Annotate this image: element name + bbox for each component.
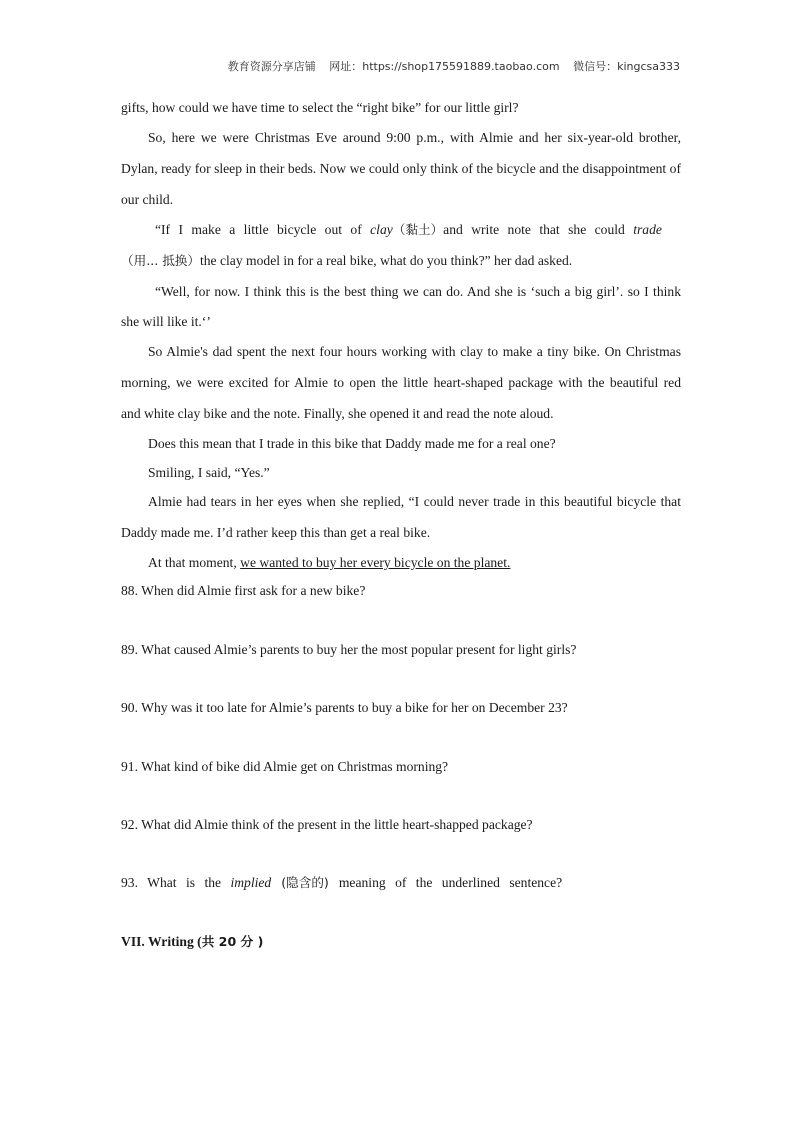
section-points: 共 20 分 ) xyxy=(201,934,264,949)
question-90: 90. Why was it too late for Almie’s parents to buy a bike for her on December 23? xyxy=(121,700,568,715)
page-header xyxy=(0,58,680,74)
question-92: 92. What did Almie think of the present in the little heart-shapped package? xyxy=(121,817,533,832)
passage-line: Does this mean that I trade in this bike that Daddy made me for a real one? xyxy=(148,436,556,451)
passage-line xyxy=(155,221,681,239)
header-shop: 教育资源分享店铺 xyxy=(227,60,316,73)
passage-line: So Almie's dad spent the next four hours working with clay to make a tiny bike. On Christmas xyxy=(148,344,681,359)
passage-line: our child. xyxy=(121,192,174,207)
passage-line xyxy=(121,252,681,270)
header-wechat: 微信号：kingcsa333 xyxy=(573,60,680,73)
question-91: 91. What kind of bike did Almie get on Christmas morning? xyxy=(121,759,449,774)
section-title-text: VII. Writing ( xyxy=(121,934,202,949)
passage-line xyxy=(148,554,681,572)
question-93 xyxy=(121,874,681,892)
question-88: 88. When did Almie first ask for a new bike? xyxy=(121,583,366,598)
passage-line: Daddy made me. I’d rather keep this than get a real bike. xyxy=(121,525,431,540)
passage-text: and write note that she could xyxy=(443,222,634,237)
gloss-trade: （用... 抵换） xyxy=(121,253,200,268)
passage-line: Almie had tears in her eyes when she replied, “I could never trade in this beautiful bicycle that xyxy=(148,494,681,509)
passage-text: the clay model in for a real bike, what do you think?” her dad asked. xyxy=(199,253,573,268)
word-implied: implied xyxy=(230,875,272,890)
passage-line: she will like it.‘’ xyxy=(121,314,211,329)
gloss-clay: （黏土） xyxy=(392,222,444,237)
underlined-sentence: we wanted to buy her every bicycle on the planet. xyxy=(240,555,511,570)
question-text: meaning of the underlined sentence? xyxy=(338,875,563,890)
word-clay: clay xyxy=(370,222,393,237)
question-text: 93. What is the xyxy=(121,875,231,890)
section-title xyxy=(121,933,681,951)
passage-line: and white clay bike and the note. Finally, she opened it and read the note aloud. xyxy=(121,406,554,421)
passage-line: So, here we were Christmas Eve around 9:00 p.m., with Almie and her six-year-old brother, xyxy=(148,130,681,145)
passage-line: Dylan, ready for sleep in their beds. Now we could only think of the bicycle and the disappointment of xyxy=(121,161,681,176)
passage-line: morning, we were excited for Almie to open the little heart-shaped package with the beautiful red xyxy=(121,375,681,390)
passage-line: gifts, how could we have time to select the “right bike” for our little girl? xyxy=(121,100,519,115)
passage-line: Smiling, I said, “Yes.” xyxy=(148,465,270,480)
word-trade: trade xyxy=(633,222,662,237)
passage-text: “If I make a little bicycle out of xyxy=(155,222,371,237)
question-89: 89. What caused Almie’s parents to buy her the most popular present for light girls? xyxy=(121,642,577,657)
gloss-implied: (隐含的) xyxy=(271,875,339,890)
header-site: 网址：https://shop175591889.taobao.com xyxy=(329,60,560,73)
passage-text: At that moment, xyxy=(148,555,241,570)
passage-line: “Well, for now. I think this is the best thing we can do. And she is ‘such a big girl’. so I think xyxy=(155,284,681,299)
